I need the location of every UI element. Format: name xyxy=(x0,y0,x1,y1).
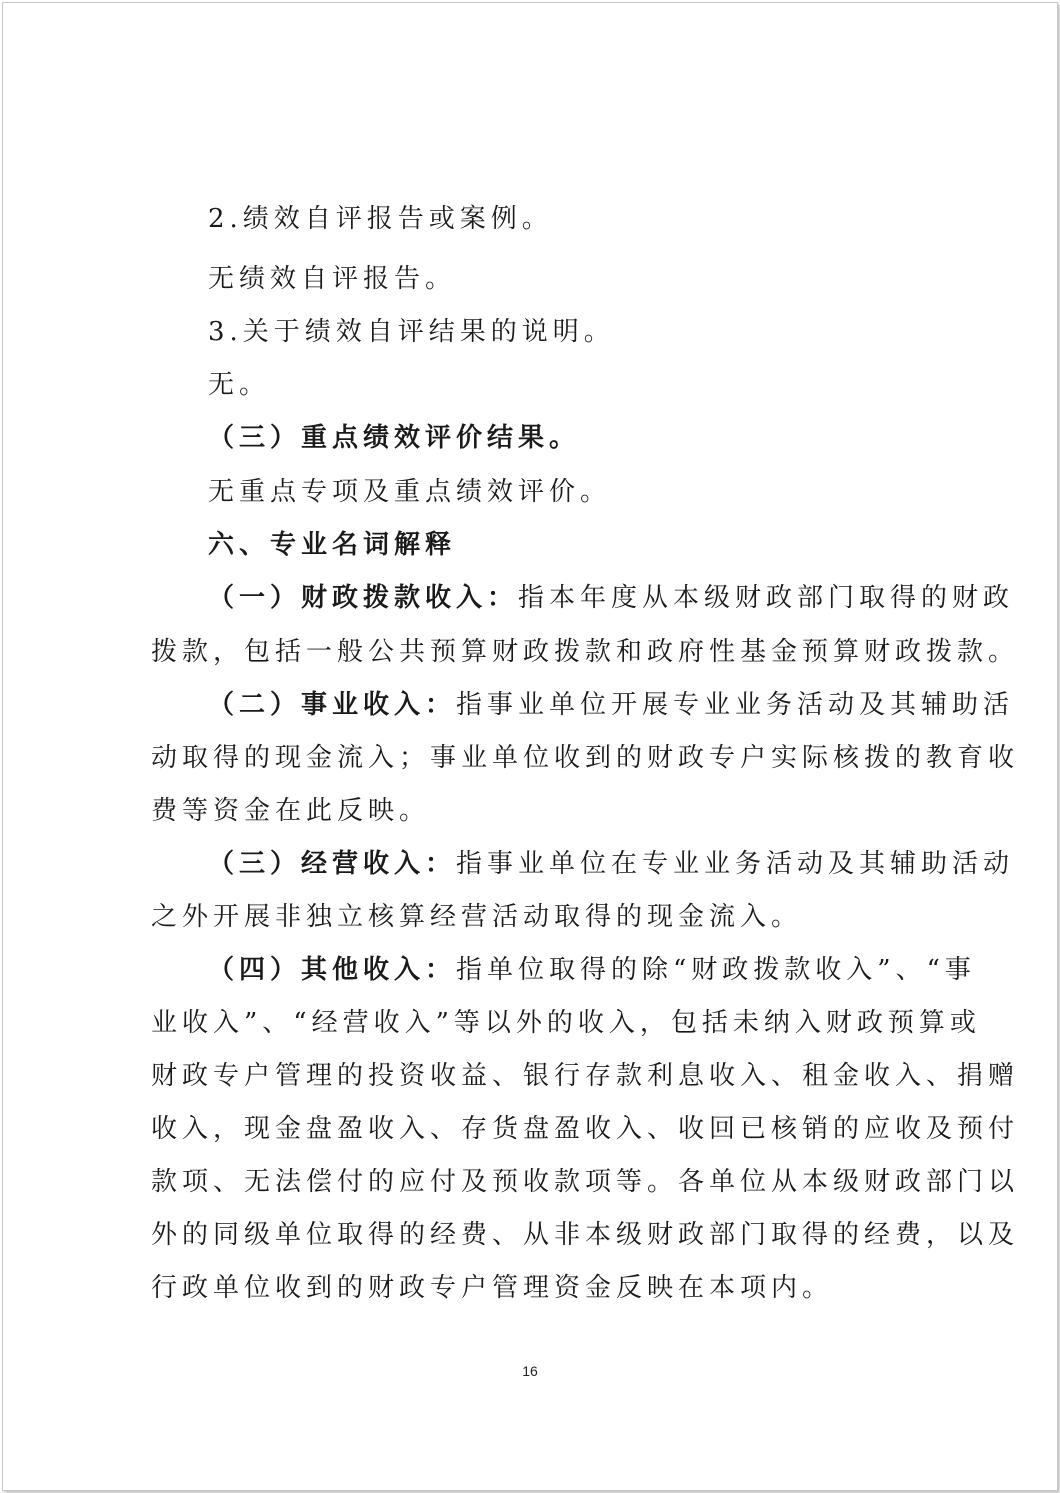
document-page xyxy=(2,2,1058,1491)
term-other-income-line: 行政单位收到的财政专户管理资金反映在本项内。 xyxy=(151,1273,834,1303)
term-other-income-line: 收入，现金盘盈收入、存货盘盈收入、收回已核销的应收及预付 xyxy=(151,1114,1020,1144)
paragraph-none: 无。 xyxy=(208,370,271,400)
term-other-income-line: 财政专户管理的投资收益、银行存款利息收入、租金收入、捐赠 xyxy=(151,1061,1020,1091)
term-other-income-first-line xyxy=(208,952,976,988)
term-definition: 指本年度从本级财政部门取得的财政 xyxy=(518,583,1015,613)
term-other-income-line: 款项、无法偿付的应付及预收款项等。各单位从本级财政部门以 xyxy=(151,1167,1020,1197)
term-other-income-line: 业收入”、“经营收入”等以外的收入，包括未纳入财政预算或 xyxy=(151,1008,981,1038)
page-number: 16 xyxy=(522,1363,538,1379)
term-operating-income-first-line xyxy=(208,846,1015,882)
term-definition: 指事业单位在专业业务活动及其辅助活动 xyxy=(456,849,1015,879)
section-glossary-heading: 六、专业名词解释 xyxy=(208,530,457,560)
term-definition: 指单位取得的除“财政拨款收入”、“事 xyxy=(456,955,976,985)
section-key-performance-heading: （三）重点绩效评价结果。 xyxy=(208,423,581,453)
term-business-income-line: 动取得的现金流入；事业单位收到的财政专户实际核拨的教育收 xyxy=(151,743,1020,773)
term-operating-income-line: 之外开展非独立核算经营活动取得的现金流入。 xyxy=(151,902,803,932)
term-fiscal-appropriation-first-line xyxy=(208,580,1015,616)
term-definition: 指事业单位开展专业业务活动及其辅助活 xyxy=(456,690,1015,720)
term-fiscal-appropriation-line: 拨款，包括一般公共预算财政拨款和政府性基金预算财政拨款。 xyxy=(151,637,1020,667)
paragraph-self-eval-report-heading: 2.绩效自评报告或案例。 xyxy=(208,204,553,234)
paragraph-no-self-eval-report: 无绩效自评报告。 xyxy=(208,264,457,294)
term-label: （三）经营收入： xyxy=(208,849,457,879)
term-label: （四）其他收入： xyxy=(208,955,457,985)
term-business-income-line: 费等资金在此反映。 xyxy=(151,796,431,826)
term-label: （一）财政拨款收入： xyxy=(208,583,519,613)
term-business-income-first-line xyxy=(208,687,1015,723)
term-label: （二）事业收入： xyxy=(208,690,457,720)
paragraph-self-eval-result-heading: 3.关于绩效自评结果的说明。 xyxy=(208,317,615,347)
paragraph-no-key-evaluation: 无重点专项及重点绩效评价。 xyxy=(208,477,612,507)
term-other-income-line: 外的同级单位取得的经费、从非本级财政部门取得的经费，以及 xyxy=(151,1220,1020,1250)
